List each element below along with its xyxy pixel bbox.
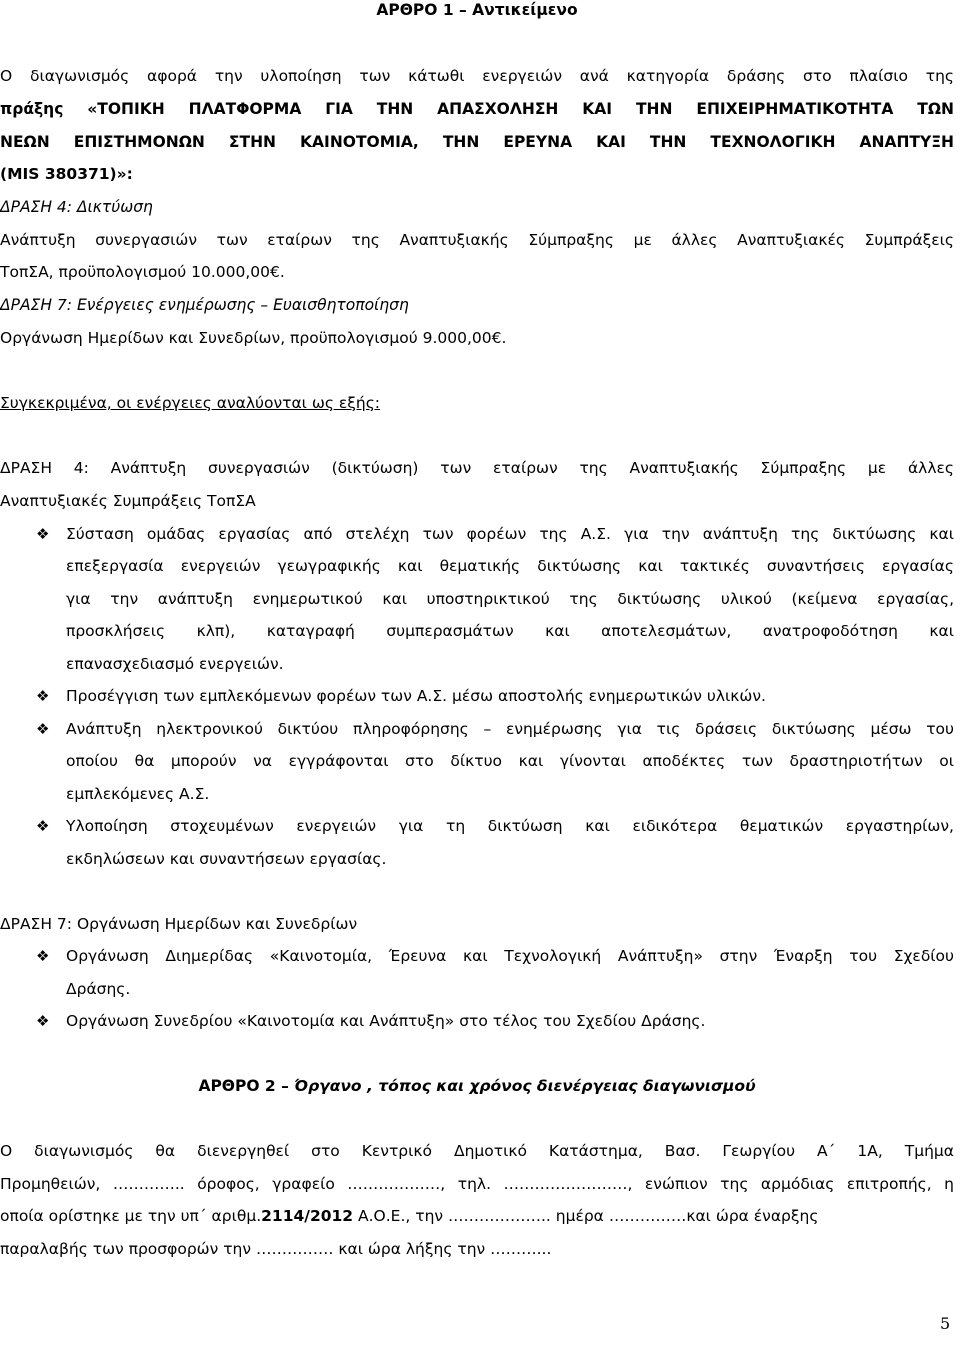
article1-title: ΑΡΘΡΟ 1 – Αντικείμενο (376, 1, 578, 19)
bullet3-line-3: εμπλεκόμενες Α.Σ. (66, 785, 210, 803)
bullet4-line-2: εκδηλώσεων και συναντήσεων εργασίας. (66, 850, 387, 868)
bullet1-line-2: επεξεργασία ενεργειών γεωγραφικής και θεματικής δικτύωσης και τακτικές συναντήσεις εργασίας (66, 557, 954, 575)
bullet5-line-1: Οργάνωση Διημερίδας «Καινοτομία, Έρευνα και Τεχνολογική Ανάπτυξη» στην Έναρξη του Σχεδίου (66, 947, 954, 965)
action4-desc-1: Ανάπτυξη συνεργασιών των εταίρων της Αναπτυξιακής Σύμπραξης με άλλες Αναπτυξιακές Συμπράξεις (0, 231, 954, 249)
article2-line-3 (0, 1206, 954, 1226)
bullet5-line-2: Δράσης. (66, 980, 131, 998)
bullet6-line-1: Οργάνωση Συνεδρίου «Καινοτομία και Ανάπτυξη» στο τέλος του Σχεδίου Δράσης. (66, 1012, 706, 1030)
intro-line-1: Ο διαγωνισμός αφορά την υλοποίηση των κάτωθι ενεργειών ανά κατηγορία δράσης στο πλαίσιο της (0, 67, 954, 85)
diamond-star-bullet-icon: ❖ (36, 687, 50, 705)
bullet1-line-5: επανασχεδιασμό ενεργειών. (66, 655, 284, 673)
article2-title-prefix: ΑΡΘΡΟ 2 – (198, 1077, 289, 1095)
diamond-star-bullet-icon: ❖ (36, 525, 50, 543)
intro-line-2: πράξης «ΤΟΠΙΚΗ ΠΛΑΤΦΟΡΜΑ ΓΙΑ ΤΗΝ ΑΠΑΣΧΟΛΗΣΗ ΚΑΙ ΤΗΝ ΕΠΙΧΕΙΡΗΜΑΤΙΚΟΤΗΤΑ ΤΩΝ (0, 100, 954, 118)
action7-heading: ΔΡΑΣΗ 7: Ενέργειες ενημέρωσης – Ευαισθητοποίηση (0, 296, 409, 314)
diamond-star-bullet-icon: ❖ (36, 947, 50, 965)
diamond-star-bullet-icon: ❖ (36, 817, 50, 835)
article2-title (0, 1076, 954, 1096)
article2-title-rest: Όργανο , τόπος και χρόνος διενέργειας διαγωνισμού (294, 1077, 756, 1095)
article2-line-3-start: οποία ορίστηκε με την υπ΄ αριθμ. (0, 1207, 262, 1225)
article2-line-3-end: Α.Ο.Ε., την ……………….. ημέρα ……………και ώρα έναρξης (353, 1207, 819, 1225)
diamond-star-bullet-icon: ❖ (36, 720, 50, 738)
action7-detail-title: ΔΡΑΣΗ 7: Οργάνωση Ημερίδων και Συνεδρίων (0, 915, 358, 933)
decision-number: 2114/2012 (261, 1207, 354, 1225)
article2-line-4: παραλαβής των προσφορών την …………… και ώρα λήξης την ………... (0, 1240, 552, 1258)
bullet2-line-1: Προσέγγιση των εμπλεκόμενων φορέων των Α.Σ. μέσω αποστολής ενημερωτικών υλικών. (66, 687, 766, 705)
specifically-heading: Συγκεκριμένα, οι ενέργειες αναλύονται ως εξής: (0, 394, 381, 412)
article2-line-1: Ο διαγωνισμός θα διενεργηθεί στο Κεντρικό Δημοτικό Κατάστημα, Βασ. Γεωργίου Α΄ 1Α, Τμήμα (0, 1142, 954, 1160)
article2-line-2: Προμηθειών, ………….. όροφος, γραφείο ………………, τηλ. ……………………, ενώπιον της αρμόδιας επιτροπής, η (0, 1175, 954, 1193)
diamond-star-bullet-icon: ❖ (36, 1012, 50, 1030)
intro-line-4: (MIS 380371)»: (0, 165, 133, 183)
bullet1-line-3: για την ανάπτυξη ενημερωτικού και υποστηρικτικού της δικτύωσης υλικού (κείμενα εργασίας, (66, 590, 954, 608)
bullet1-line-1: Σύσταση ομάδας εργασίας από στελέχη των φορέων της Α.Σ. για την ανάπτυξη της δικτύωσης και (66, 525, 954, 543)
bullet1-line-4: προσκλήσεις κλπ), καταγραφή συμπερασμάτων και αποτελεσμάτων, ανατροφοδότηση και (66, 622, 954, 640)
action4-detail-title-1: ΔΡΑΣΗ 4: Ανάπτυξη συνεργασιών (δικτύωση) των εταίρων της Αναπτυξιακής Σύμπραξης με άλλες (0, 459, 954, 477)
action4-detail-title-2: Αναπτυξιακές Συμπράξεις ΤοπΣΑ (0, 492, 256, 510)
action4-heading: ΔΡΑΣΗ 4: Δικτύωση (0, 198, 153, 216)
intro-line-3: ΝΕΩΝ ΕΠΙΣΤΗΜΟΝΩΝ ΣΤΗΝ ΚΑΙΝΟΤΟΜΙΑ, ΤΗΝ ΕΡΕΥΝΑ ΚΑΙ ΤΗΝ ΤΕΧΝΟΛΟΓΙΚΗ ΑΝΑΠΤΥΞΗ (0, 133, 954, 151)
page-number: 5 (940, 1314, 951, 1333)
action7-desc: Οργάνωση Ημερίδων και Συνεδρίων, προϋπολογισμού 9.000,00€. (0, 329, 507, 347)
bullet4-line-1: Υλοποίηση στοχευμένων ενεργειών για τη δικτύωση και ειδικότερα θεματικών εργαστηρίων, (66, 817, 954, 835)
bullet3-line-2: οποίου θα μπορούν να εγγράφονται στο δίκτυο και γίνονται αποδέκτες των δραστηριοτήτων οι (66, 752, 954, 770)
bullet3-line-1: Ανάπτυξη ηλεκτρονικού δικτύου πληροφόρησης – ενημέρωσης για τις δράσεις δικτύωσης μέσω του (66, 720, 954, 738)
action4-desc-2: ΤοπΣΑ, προϋπολογισμού 10.000,00€. (0, 263, 285, 281)
